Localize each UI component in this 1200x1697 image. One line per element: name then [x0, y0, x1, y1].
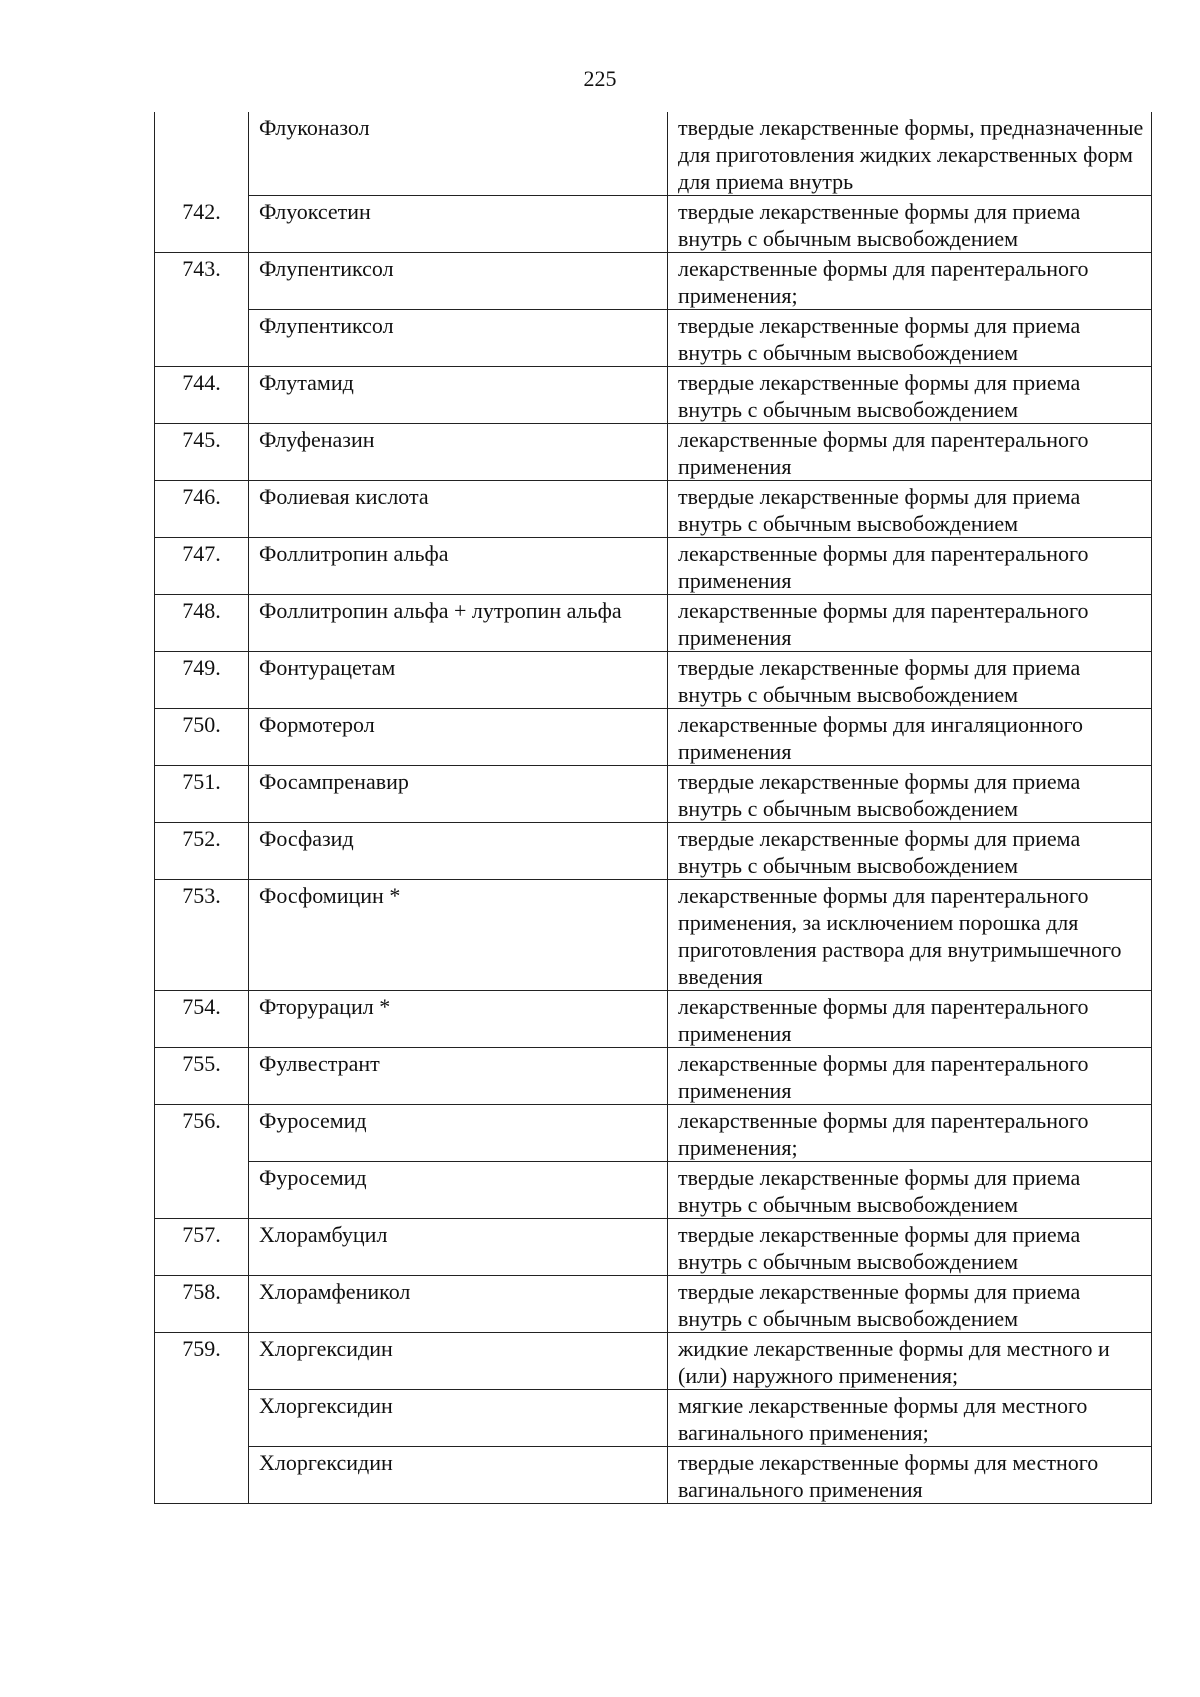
drug-table: [154, 112, 1152, 1504]
dosage-form: твердые лекарственные формы для приема внутрь с обычным высвобождением: [668, 1219, 1152, 1276]
dosage-form: твердые лекарственные формы для приема внутрь с обычным высвобождением: [668, 766, 1152, 823]
drug-name: Хлорамбуцил: [249, 1219, 668, 1276]
dosage-form: твердые лекарственные формы для местного вагинального применения: [668, 1447, 1152, 1504]
table-row: [155, 1333, 1152, 1390]
dosage-form: твердые лекарственные формы для приема внутрь с обычным высвобождением: [668, 823, 1152, 880]
table-row: [155, 1048, 1152, 1105]
dosage-form: лекарственные формы для парентерального применения;: [668, 253, 1152, 310]
dosage-form: твердые лекарственные формы для приема внутрь с обычным высвобождением: [668, 652, 1152, 709]
drug-name: Фосфомицин *: [249, 880, 668, 991]
drug-name: Фоллитропин альфа: [249, 538, 668, 595]
table-row: [155, 991, 1152, 1048]
drug-name: Флупентиксол: [249, 253, 668, 310]
dosage-form: твердые лекарственные формы для приема внутрь с обычным высвобождением: [668, 196, 1152, 253]
table-row: [155, 196, 1152, 253]
drug-name: Фонтурацетам: [249, 652, 668, 709]
table-row: [155, 880, 1152, 991]
row-number: 753.: [155, 880, 249, 991]
dosage-form: твердые лекарственные формы, предназначенные для приготовления жидких лекарственных форм для приема внутрь: [668, 112, 1152, 196]
drug-name: Флуоксетин: [249, 196, 668, 253]
row-number: 749.: [155, 652, 249, 709]
row-number: 742.: [155, 196, 249, 253]
row-number: 755.: [155, 1048, 249, 1105]
drug-name: Флуфеназин: [249, 424, 668, 481]
row-number: [155, 112, 249, 196]
drug-name: Флутамид: [249, 367, 668, 424]
dosage-form: лекарственные формы для парентерального применения: [668, 991, 1152, 1048]
dosage-form: лекарственные формы для парентерального применения: [668, 538, 1152, 595]
dosage-form: лекарственные формы для ингаляционного применения: [668, 709, 1152, 766]
dosage-form: мягкие лекарственные формы для местного вагинального применения;: [668, 1390, 1152, 1447]
drug-name: Хлоргексидин: [249, 1333, 668, 1390]
row-number: 743.: [155, 253, 249, 310]
drug-name: Фолиевая кислота: [249, 481, 668, 538]
dosage-form: твердые лекарственные формы для приема внутрь с обычным высвобождением: [668, 481, 1152, 538]
drug-name: Хлорамфеникол: [249, 1276, 668, 1333]
row-number: [155, 310, 249, 367]
dosage-form: твердые лекарственные формы для приема внутрь с обычным высвобождением: [668, 367, 1152, 424]
table-row: [155, 112, 1152, 196]
dosage-form: твердые лекарственные формы для приема внутрь с обычным высвобождением: [668, 310, 1152, 367]
table-row: [155, 1219, 1152, 1276]
row-number: 748.: [155, 595, 249, 652]
row-number: 758.: [155, 1276, 249, 1333]
dosage-form: лекарственные формы для парентерального применения: [668, 424, 1152, 481]
table-row: [155, 595, 1152, 652]
row-number: [155, 1162, 249, 1219]
table-row: [155, 1390, 1152, 1447]
drug-name: Фуросемид: [249, 1162, 668, 1219]
dosage-form: лекарственные формы для парентерального применения;: [668, 1105, 1152, 1162]
drug-name: Флуконазол: [249, 112, 668, 196]
table-row: [155, 709, 1152, 766]
table-row: [155, 424, 1152, 481]
page-number: 225: [583, 66, 617, 91]
dosage-form: жидкие лекарственные формы для местного и (или) наружного применения;: [668, 1333, 1152, 1390]
row-number: 754.: [155, 991, 249, 1048]
dosage-form: лекарственные формы для парентерального применения: [668, 1048, 1152, 1105]
dosage-form: твердые лекарственные формы для приема внутрь с обычным высвобождением: [668, 1276, 1152, 1333]
row-number: 744.: [155, 367, 249, 424]
drug-name: Хлоргексидин: [249, 1390, 668, 1447]
row-number: 750.: [155, 709, 249, 766]
table-row: [155, 1105, 1152, 1162]
row-number: 747.: [155, 538, 249, 595]
table-row: [155, 538, 1152, 595]
drug-name: Фоллитропин альфа + лутропин альфа: [249, 595, 668, 652]
drug-name: Фуросемид: [249, 1105, 668, 1162]
row-number: 746.: [155, 481, 249, 538]
drug-name: Формотерол: [249, 709, 668, 766]
table-row: [155, 310, 1152, 367]
table-row: [155, 367, 1152, 424]
drug-name: Хлоргексидин: [249, 1447, 668, 1504]
table-row: [155, 823, 1152, 880]
row-number: 757.: [155, 1219, 249, 1276]
table-row: [155, 766, 1152, 823]
table-row: [155, 652, 1152, 709]
drug-name: Фторурацил *: [249, 991, 668, 1048]
dosage-form: твердые лекарственные формы для приема внутрь с обычным высвобождением: [668, 1162, 1152, 1219]
dosage-form: лекарственные формы для парентерального применения: [668, 595, 1152, 652]
drug-name: Фосфазид: [249, 823, 668, 880]
drug-name: Флупентиксол: [249, 310, 668, 367]
row-number: 751.: [155, 766, 249, 823]
row-number: 752.: [155, 823, 249, 880]
row-number: [155, 1390, 249, 1447]
row-number: 745.: [155, 424, 249, 481]
table-row: [155, 253, 1152, 310]
drug-name: Фулвестрант: [249, 1048, 668, 1105]
table-row: [155, 1162, 1152, 1219]
row-number: [155, 1447, 249, 1504]
row-number: 759.: [155, 1333, 249, 1390]
drug-name: Фосампренавир: [249, 766, 668, 823]
row-number: 756.: [155, 1105, 249, 1162]
dosage-form: лекарственные формы для парентерального применения, за исключением порошка для приготовления раствора для внутримышечного введения: [668, 880, 1152, 991]
table-row: [155, 1447, 1152, 1504]
table-row: [155, 1276, 1152, 1333]
table-row: [155, 481, 1152, 538]
